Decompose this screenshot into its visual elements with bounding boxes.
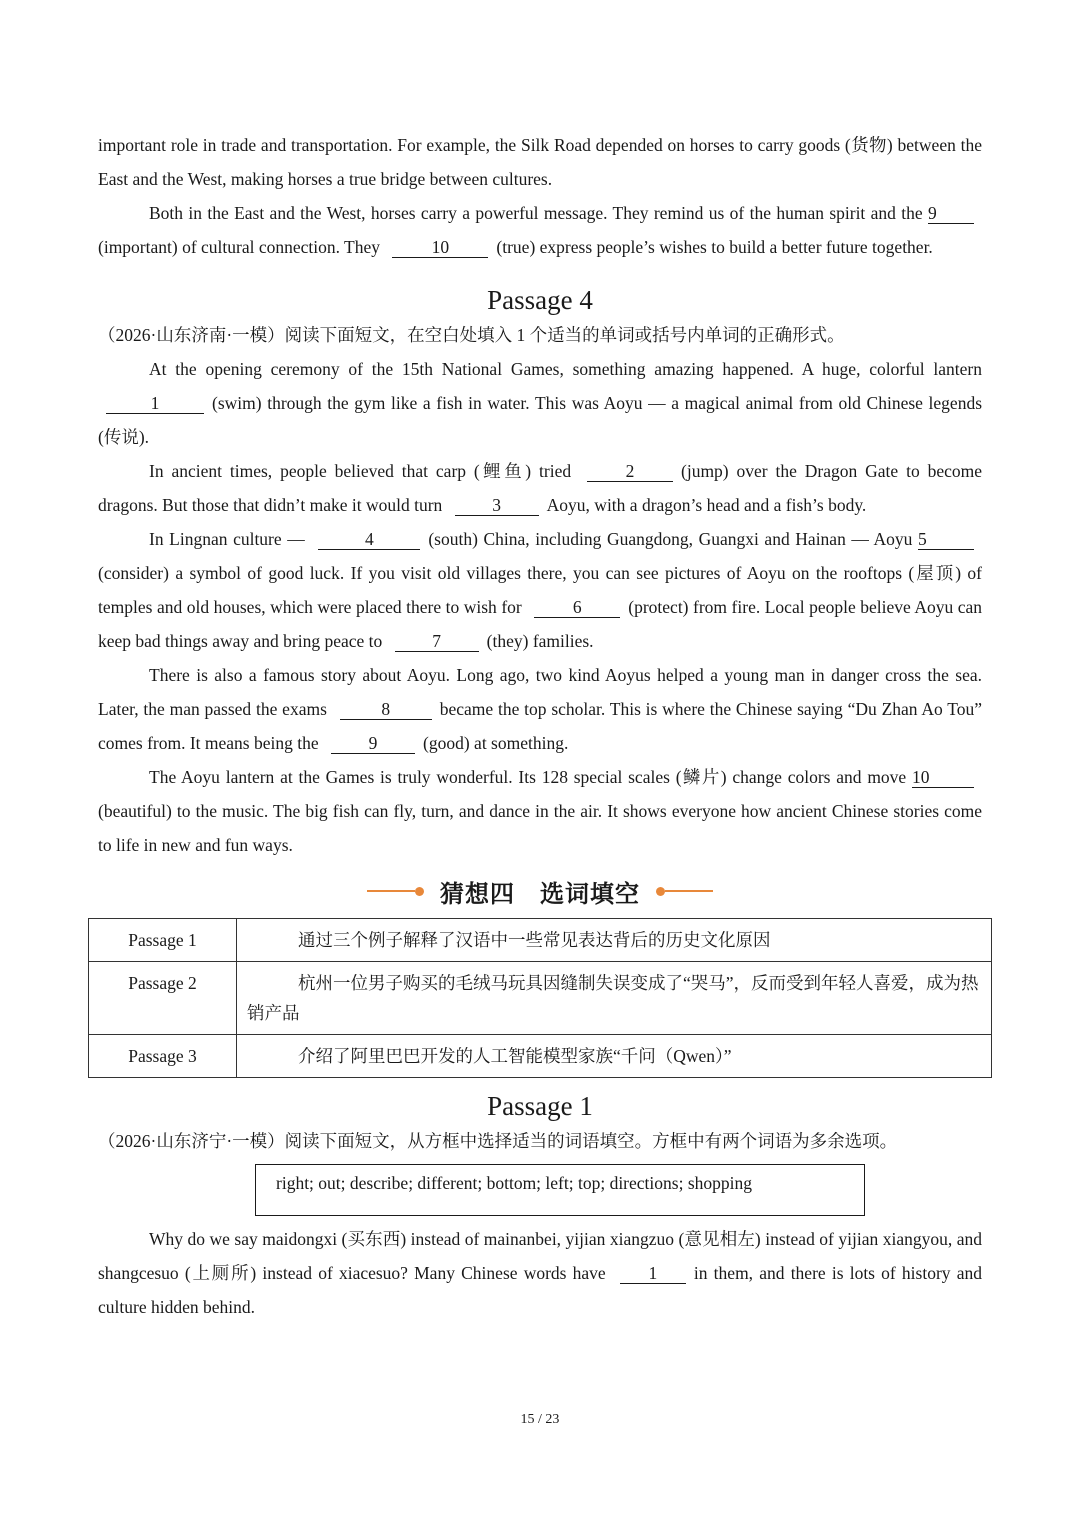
passage-4-source: （2026·山东济南·一模）阅读下面短文，在空白处填入 1 个适当的单词或括号内单词的正确形式。: [98, 325, 845, 345]
blank-10: 10: [392, 237, 488, 258]
passage-4-paragraph-2: In ancient times, people believed that carp (鲤鱼) tried 2 (jump) over the Dragon Gate to become dragons. But those that didn’t make it would turn 3 Aoyu, with a dragon’s head and a fish’s body.: [98, 461, 983, 515]
blank-7: 7: [395, 631, 479, 652]
table-row: [89, 962, 992, 1035]
table-cell-label: Passage 2: [89, 962, 237, 1035]
intro-paragraph-2: Both in the East and the West, horses carry a powerful message. They remind us of the human spirit and the 9(important) of cultural connection. They 10 (true) express people’s wishes to build a better future together.: [98, 196, 982, 264]
section-heading: [98, 868, 982, 914]
blank-1: 1: [106, 393, 204, 414]
passage-4-paragraph-5: The Aoyu lantern at the Games is truly wonderful. Its 128 special scales (鳞片) change colors and move 10(beautiful) to the music. The big fish can fly, turn, and dance in the air. It shows everyone how ancient Chinese stories come to life in new and fun ways.: [98, 767, 982, 855]
blank-9: 9: [928, 203, 974, 224]
table-cell-label: Passage 1: [89, 919, 237, 962]
passage-4-title: Passage 4: [487, 285, 593, 315]
table-row: [89, 919, 992, 962]
decor-dot-right: [656, 887, 665, 896]
passage-summary-table: [88, 918, 992, 1078]
passage-4-paragraph-1: At the opening ceremony of the 15th National Games, something amazing happened. A huge, colorful lantern 1 (swim) through the gym like a fish in water. This was Aoyu — a magical animal from old Chinese legends (传说).: [98, 359, 982, 447]
blank-10: 10: [912, 767, 974, 788]
blank-3: 3: [455, 495, 539, 516]
blank-5: 5: [918, 529, 974, 550]
word-box: right; out; describe; different; bottom; left; top; directions; shopping: [255, 1164, 865, 1216]
blank-1: 1: [620, 1263, 686, 1284]
passage-1-source: （2026·山东济宁·一模）阅读下面短文，从方框中选择适当的词语填空。方框中有两个词语为多余选项。: [98, 1131, 898, 1151]
blank-4: 4: [318, 529, 420, 550]
table-cell-desc: 通过三个例子解释了汉语中一些常见表达背后的历史文化原因: [237, 919, 992, 962]
decor-line-right: [665, 890, 713, 892]
passage-1-title: Passage 1: [487, 1091, 593, 1121]
passage-1-paragraph-1: Why do we say maidongxi (买东西) instead of mainanbei, yijian xiangzuo (意见相左) instead of yijian xiangyou, and shangcesuo (上厕所) instead of xiacesuo? Many Chinese words have 1 in them, and there is lots of history and culture hidden behind.: [98, 1229, 983, 1317]
page-number: 15 / 23: [520, 1412, 560, 1427]
section-title: 猜想四 选词填空: [440, 879, 640, 908]
blank-8: 8: [340, 699, 432, 720]
table-row: [89, 1035, 992, 1078]
table-cell-desc: 杭州一位男子购买的毛绒马玩具因缝制失误变成了“哭马”，反而受到年轻人喜爱，成为热销产品: [237, 962, 992, 1035]
document-page: [98, 128, 982, 1324]
decor-dot-left: [415, 887, 424, 896]
passage-4-paragraph-4: There is also a famous story about Aoyu. Long ago, two kind Aoyus helped a young man in danger cross the sea. Later, the man passed the exams 8 became the top scholar. This is where the Chinese saying “Du Zhan Ao Tou” comes from. It means being the 9 (good) at something.: [98, 665, 982, 753]
table-cell-desc: 介绍了阿里巴巴开发的人工智能模型家族“千问（Qwen）”: [237, 1035, 992, 1078]
intro-paragraph-1: important role in trade and transportation. For example, the Silk Road depended on horses to carry goods (货物) between the East and the West, making horses a true bridge between cultures.: [98, 135, 982, 189]
decor-line-left: [367, 890, 415, 892]
blank-2: 2: [587, 461, 673, 482]
blank-6: 6: [534, 597, 620, 618]
table-cell-label: Passage 3: [89, 1035, 237, 1078]
blank-9: 9: [331, 733, 415, 754]
passage-4-paragraph-3: In Lingnan culture — 4 (south) China, including Guangdong, Guangxi and Hainan — Aoyu 5(consider) a symbol of good luck. If you visit old villages there, you can see pictures of Aoyu on the rooftops (屋顶) of temples and old houses, which were placed there to wish for 6 (protect) from fire. Local people believe Aoyu can keep bad things away and bring peace to 7 (they) families.: [98, 529, 983, 651]
